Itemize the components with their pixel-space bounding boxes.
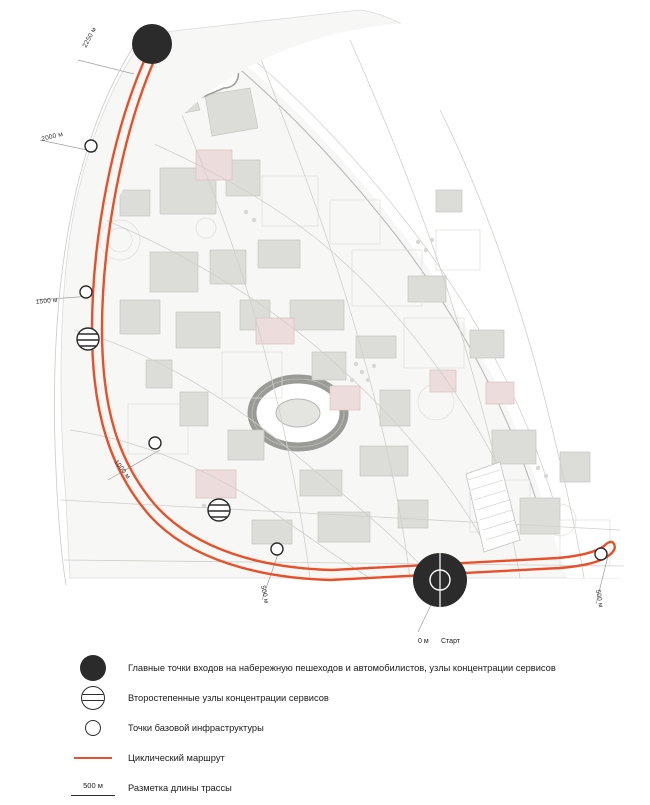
legend-label: Точки базовой инфраструктуры xyxy=(128,722,264,733)
legend-item-major-nodes xyxy=(58,655,618,681)
legend-item-secondary-nodes xyxy=(58,685,618,711)
scale-bar-icon xyxy=(58,781,128,796)
legend-label: Главные точки входов на набережную пешеходов и автомобилистов, узлы концентрации сервисов xyxy=(128,662,556,673)
distance-label: 2250 м xyxy=(81,26,99,49)
start-distance: 0 м xyxy=(418,638,429,645)
distance-label: 1500 м xyxy=(35,296,59,306)
major-node-icon xyxy=(58,655,128,681)
route-line-icon xyxy=(58,757,128,759)
distance-label: 500 м xyxy=(259,584,270,605)
legend-label: Разметка длины трассы xyxy=(128,782,232,793)
secondary-node-icon xyxy=(58,686,128,710)
scale-bar-label: 500 м xyxy=(83,780,103,790)
distance-label: 1000 м xyxy=(112,458,132,481)
start-marker-label xyxy=(418,638,461,645)
legend-label: Второстепенные узлы концентрации сервисов xyxy=(128,692,329,703)
base-point-icon xyxy=(58,720,128,736)
legend-item-route xyxy=(58,745,618,771)
legend xyxy=(58,655,618,805)
legend-item-scale xyxy=(58,775,618,801)
distance-label: 500 м xyxy=(594,589,605,609)
start-text: Старт xyxy=(441,638,461,645)
legend-item-base-points xyxy=(58,715,618,741)
distance-label: 2000 м xyxy=(40,130,64,143)
legend-label: Циклический маршрут xyxy=(128,752,225,763)
